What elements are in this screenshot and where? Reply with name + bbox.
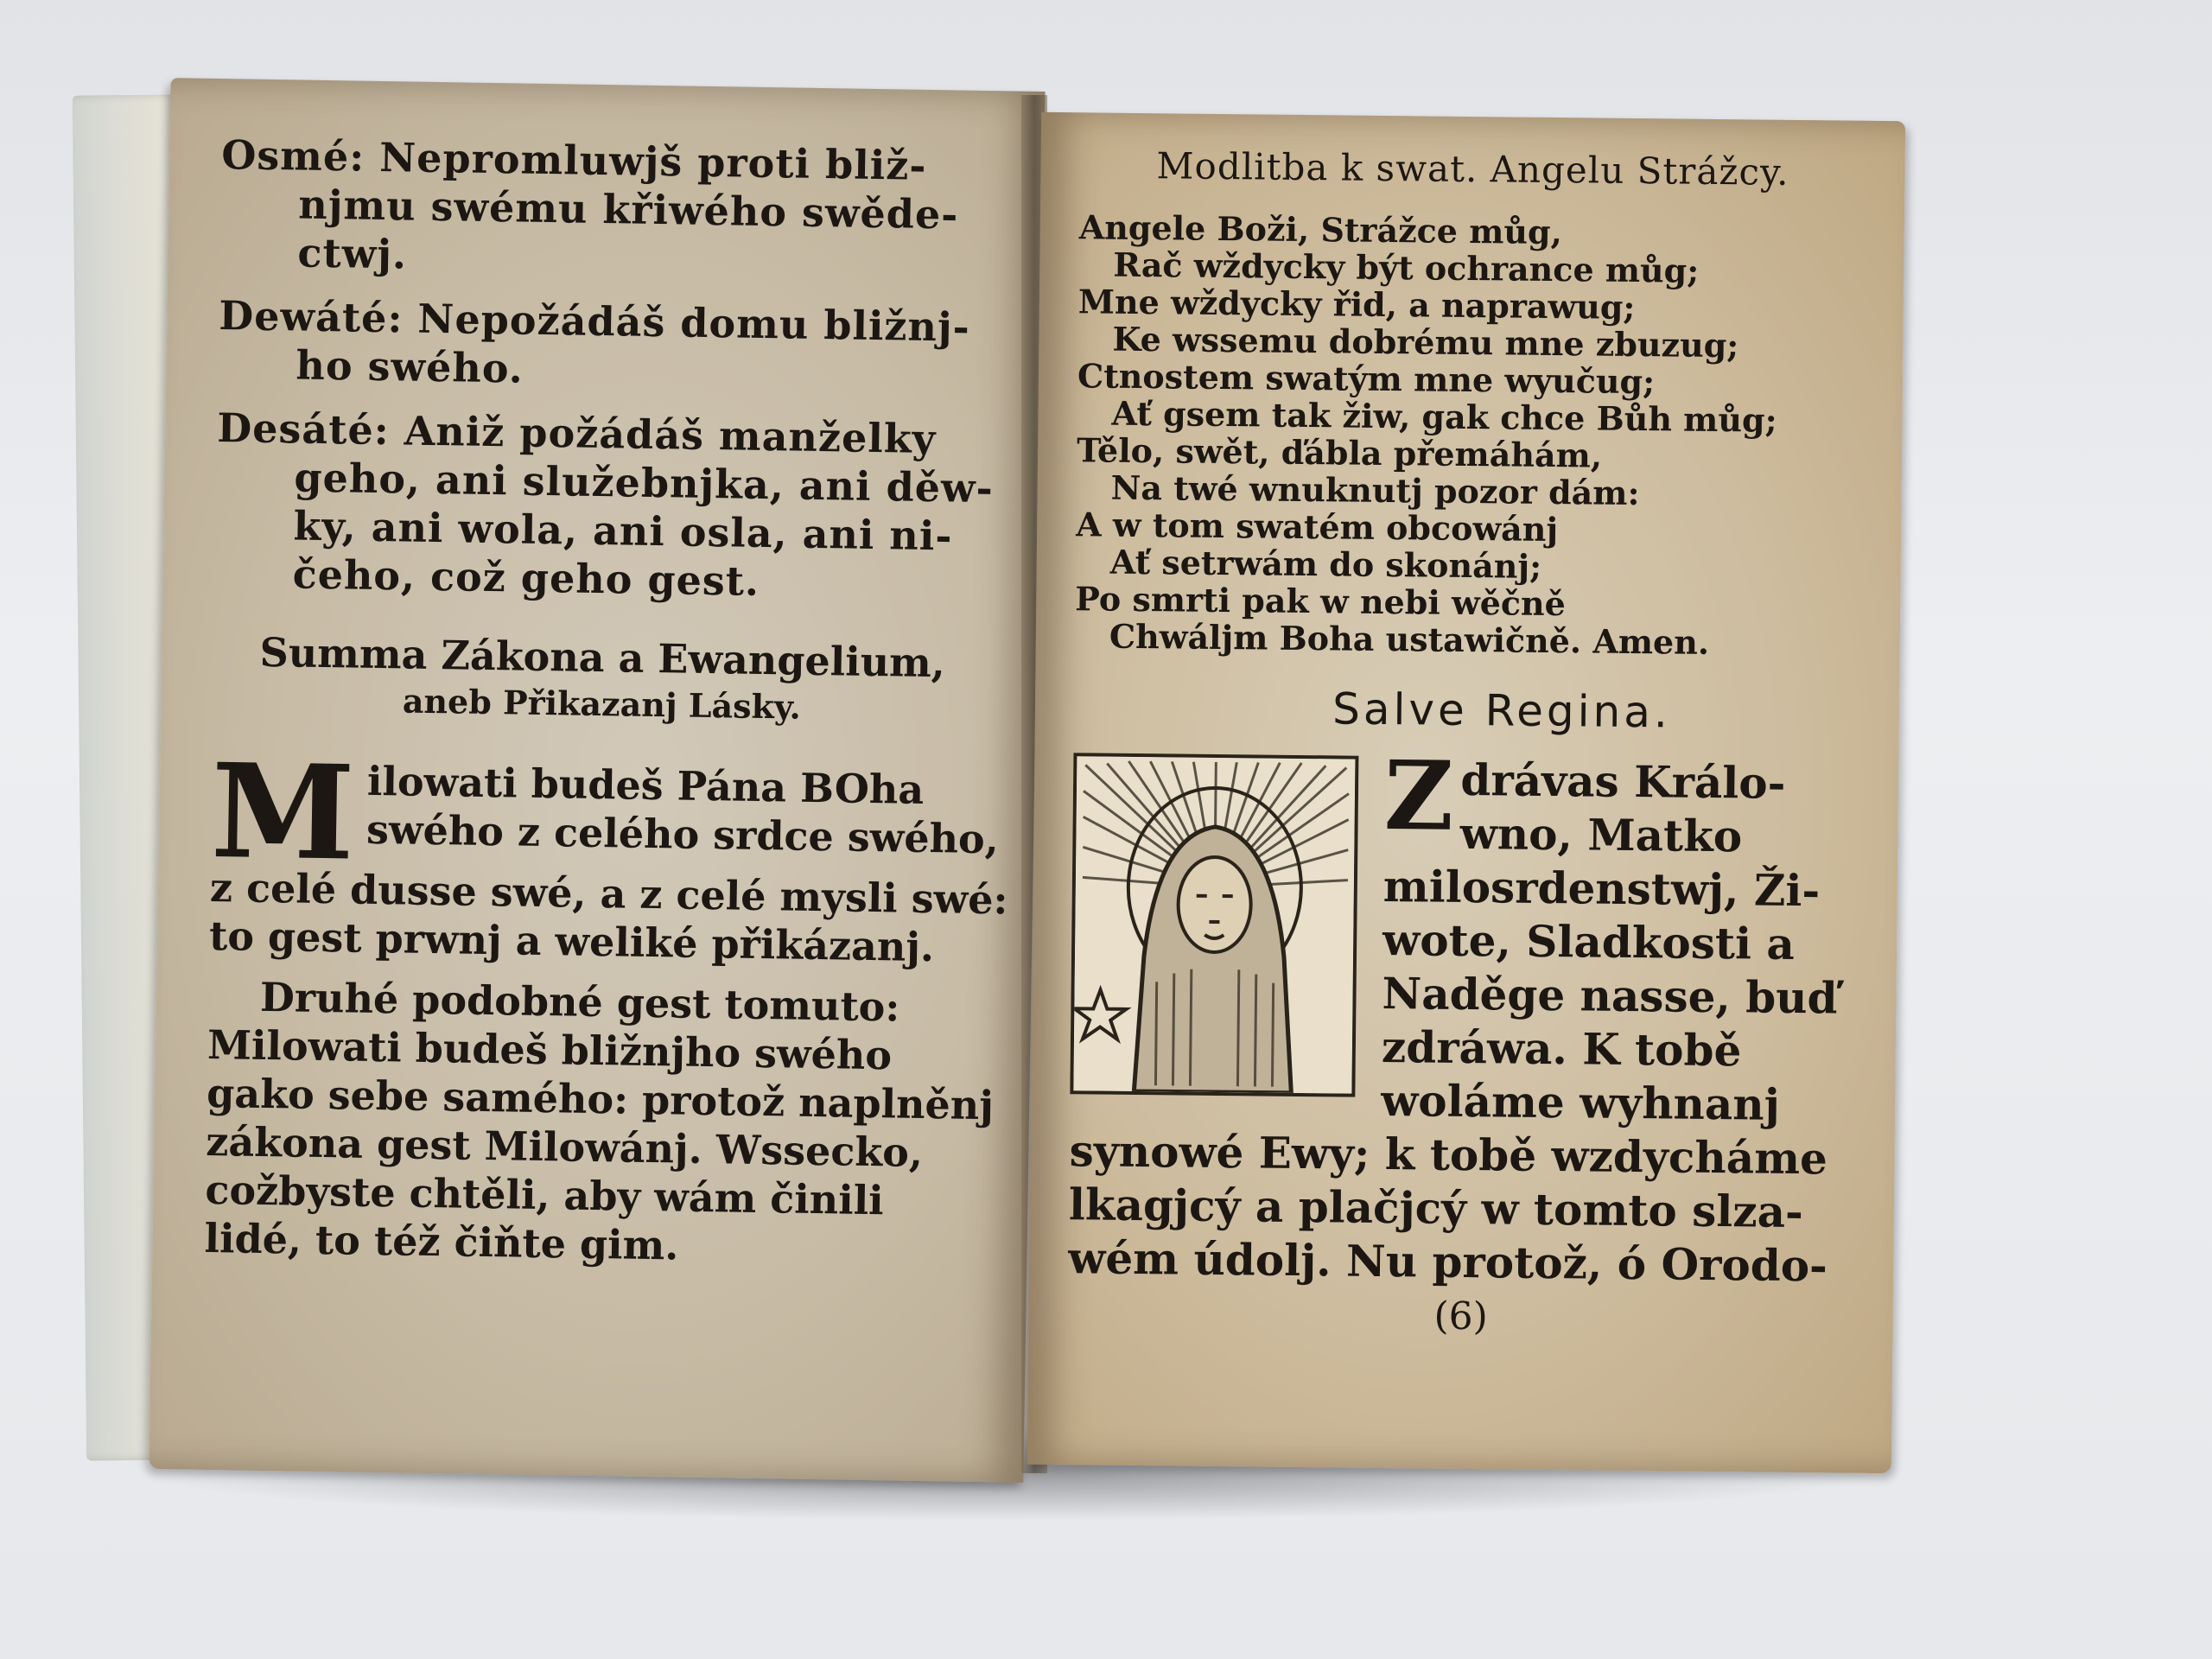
text-line: wno, Matko [1459,807,1743,862]
drop-cap: Z [1383,740,1454,852]
angel-prayer-poem [1075,208,1866,663]
text-line: ho swého. [296,341,524,392]
text-line: woláme wyhnanj [1380,1074,1781,1130]
commandment-10 [214,404,995,609]
text-line: gako sebe samého: protož naplněnj [206,1069,995,1129]
text-line: wote, Sladkosti a [1382,913,1796,969]
left-page-text [204,130,1008,1274]
commandment-8 [219,130,1000,288]
salve-regina-title: Salve Regina. [1332,683,1672,738]
text-line: ilowati budeš Pána BOha [366,757,925,813]
text-line: Naděge nasse, buď [1382,967,1838,1024]
right-page-text [1067,143,1866,1342]
right-page [1027,112,1905,1473]
poem-line: Na twé wnuknutj pozor dám: [1110,467,1640,513]
poem-line: Ke wssemu dobrému mne zbuzug; [1112,319,1739,365]
text-line: milosrdenstwj, Ži- [1382,861,1821,917]
text-line: wém údolj. Nu protož, ó Orodo- [1068,1232,1828,1292]
text-line: zdráwa. K tobě [1381,1020,1742,1077]
poem-line: Chwáljm Boha ustawičně. Amen. [1109,616,1710,662]
text-line: to gest prwnj a weliké přikázanj. [208,912,935,971]
text-line: ky, ani wola, ani osla, ani ni- [293,502,953,560]
text-line: Dewáté: Nepožádáš domu bližnj- [218,292,971,351]
poem-line: Ctnostem swatým mne wyučug; [1077,356,1656,402]
left-page [149,78,1045,1483]
commandment-9 [218,291,997,400]
salve-regina-text [1068,740,1859,1293]
poem-line: Ať gsem tak žiw, gak chce Bůh můg; [1111,393,1777,440]
text-line: zákona gest Milowánj. Wssecko, [205,1117,924,1176]
paragraph-second [204,972,995,1274]
poem-line: Mne wždycky řid, a naprawug; [1077,282,1636,327]
text-line: swého z celého srdce swého, [365,805,1000,863]
text-line: geho, ani služebnjka, ani děw- [294,454,995,512]
page-heading: Modlitba k swat. Angelu Strážcy. [1156,144,1789,194]
poem-line: Tělo, swět, ďábla přemáhám, [1076,430,1603,475]
text-line: Osmé: Nepromluwjš proti bliž- [220,131,927,189]
text-line: cožbyste chtěli, aby wám činili [205,1166,885,1224]
drop-cap: M [209,735,356,890]
text-line: synowé Ewy; k tobě wzdycháme [1069,1125,1828,1185]
text-line: njmu swému křiwého swěde- [298,181,959,238]
text-line: čeho, což geho gest. [292,550,760,605]
text-line: drávas Králo- [1460,753,1786,809]
text-line: Druhé podobné gest tomuto: [259,973,900,1031]
text-line: lidé, to též čiňte gim. [204,1214,679,1269]
page-number: (6) [1433,1294,1489,1339]
text-line: Desáté: Aniž požádáš manželky [216,404,937,463]
text-line: z celé dusse swé, a z celé mysli swé: [209,863,1008,924]
text-line: Milowati budeš bližnjho swého [207,1020,893,1079]
section-subtitle: aneb Přikazanj Lásky. [402,681,802,727]
poem-line: Po smrti pak w nebi wěčně [1075,579,1567,624]
poem-line: Ať setrwám do skonánj; [1109,542,1542,586]
text-line: ctwj. [297,229,408,278]
text-line: lkagjcý a plačjcý w tomto slza- [1068,1179,1804,1238]
paragraph-first [208,735,1008,972]
section-title: Summa Zákona a Ewangelium, [259,628,946,687]
madonna-woodcut-drawing [1073,756,1355,1093]
poem-line: Rač wždycky být ochrance můg; [1113,245,1700,290]
madonna-woodcut-image [1070,753,1358,1096]
poem-line: Angele Boži, Strážce můg, [1078,207,1563,252]
poem-line: A w tom swatém obcowánj [1075,505,1559,550]
